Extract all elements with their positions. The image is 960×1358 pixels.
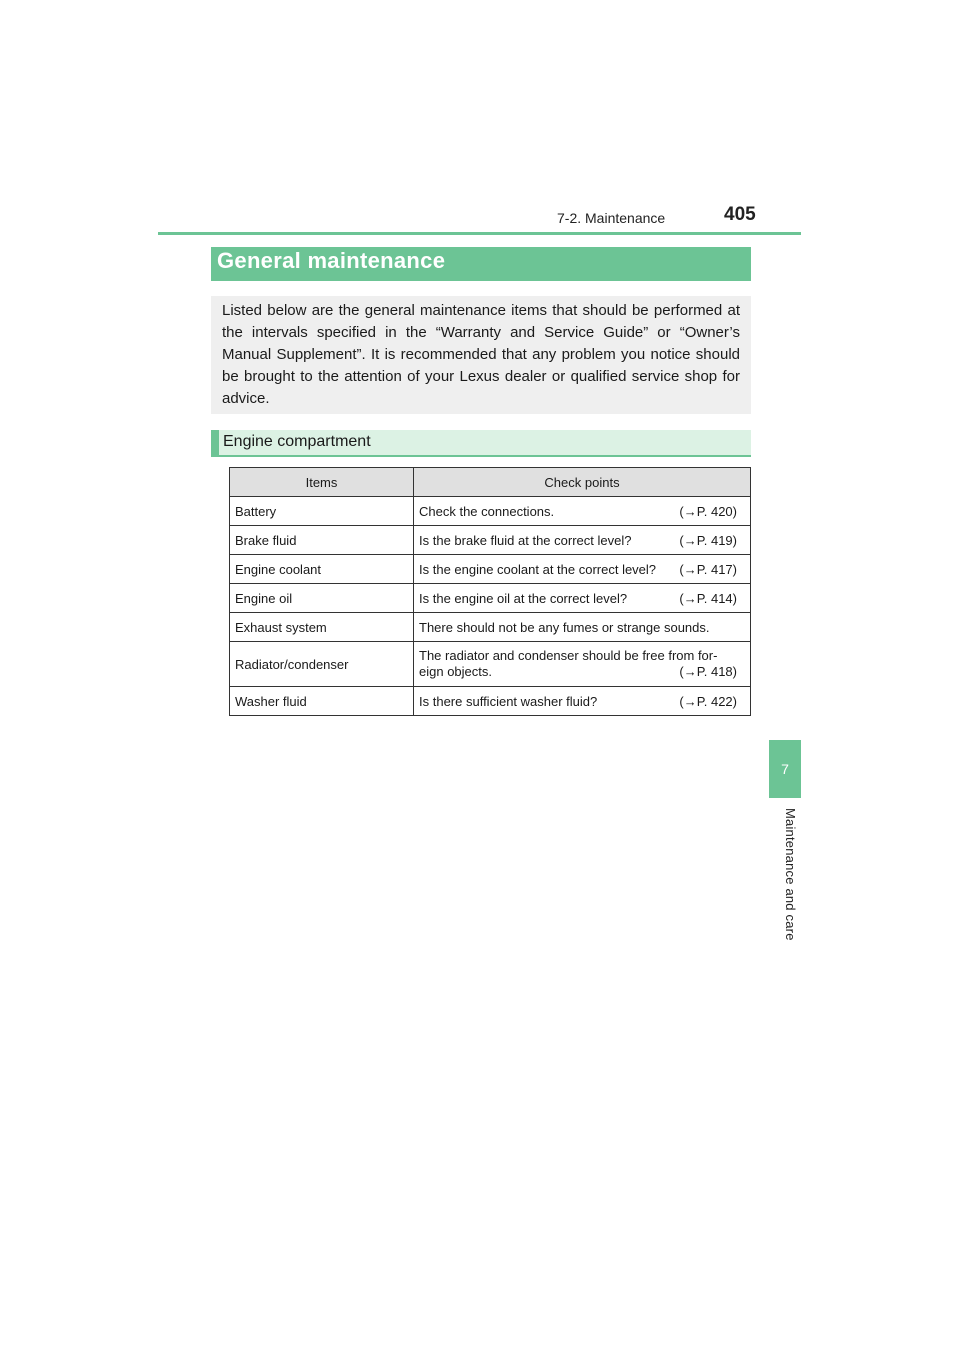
- chapter-tab: [769, 740, 801, 798]
- check-cell: [414, 584, 751, 613]
- check-cell: [414, 642, 751, 687]
- table-row: [230, 555, 751, 584]
- check-text: There should not be any fumes or strange sounds.: [419, 619, 710, 635]
- page-reference: (→P. 414): [679, 590, 737, 606]
- table-row: [230, 642, 751, 687]
- item-cell: Battery: [230, 497, 414, 526]
- page-reference: (→P. 422): [679, 693, 737, 709]
- check-text: Is the engine coolant at the correct level?: [419, 561, 657, 577]
- chapter-label: Maintenance and care: [783, 808, 798, 941]
- intro-text: Listed below are the general maintenance items that should be performed at the intervals specified in the “Warranty and Service Guide” or “Owner’s Manual Supplement”. It is recommended that any problem you notice should be brought to the attention of your Lexus dealer or qualified service shop for advice.: [222, 302, 740, 407]
- section-accent: [211, 430, 219, 455]
- check-text: Is the brake fluid at the correct level?: [419, 532, 632, 548]
- table-header-row: [230, 468, 751, 497]
- page-title-bar: [211, 247, 751, 281]
- intro-box: [211, 296, 751, 414]
- table-row: [230, 687, 751, 716]
- table-row: [230, 526, 751, 555]
- item-cell: Brake fluid: [230, 526, 414, 555]
- check-text: Check the connections.: [419, 503, 555, 519]
- check-text: Is there sufficient washer fluid?: [419, 693, 598, 709]
- page-reference: (→P. 418): [679, 664, 737, 679]
- check-text-line2: eign objects.: [419, 664, 492, 679]
- page-reference: (→P. 417): [679, 561, 737, 577]
- table-row: [230, 584, 751, 613]
- item-cell: Exhaust system: [230, 613, 414, 642]
- check-cell: [414, 613, 751, 642]
- maintenance-table: [229, 467, 751, 716]
- chapter-number: 7: [781, 761, 789, 777]
- section-header: 7-2. Maintenance: [557, 210, 666, 226]
- check-cell: [414, 687, 751, 716]
- column-header-check-points: Check points: [414, 468, 751, 497]
- page-title: General maintenance: [217, 248, 446, 273]
- item-cell: Engine coolant: [230, 555, 414, 584]
- check-cell: [414, 555, 751, 584]
- table-row: [230, 613, 751, 642]
- table-row: [230, 497, 751, 526]
- check-cell: [414, 497, 751, 526]
- item-cell: Radiator/condenser: [230, 642, 414, 687]
- check-cell: [414, 526, 751, 555]
- section-title-bar: [211, 430, 751, 457]
- page-reference: (→P. 419): [679, 532, 737, 548]
- check-text-line1: The radiator and condenser should be free from for-: [419, 648, 718, 663]
- header-divider: [158, 232, 801, 235]
- page-reference: (→P. 420): [679, 503, 737, 519]
- section-title: Engine compartment: [223, 433, 371, 450]
- page-number: 405: [724, 204, 756, 225]
- item-cell: Washer fluid: [230, 687, 414, 716]
- check-text: Is the engine oil at the correct level?: [419, 590, 628, 606]
- column-header-items: Items: [230, 468, 414, 497]
- item-cell: Engine oil: [230, 584, 414, 613]
